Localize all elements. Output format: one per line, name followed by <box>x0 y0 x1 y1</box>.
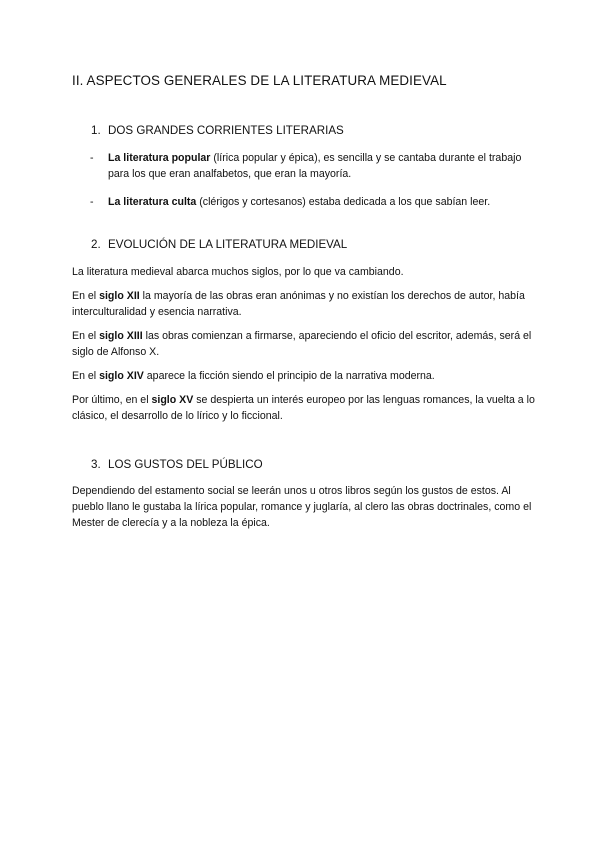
section-title: EVOLUCIÓN DE LA LITERATURA MEDIEVAL <box>108 238 348 251</box>
bold-term: siglo XV <box>151 394 194 406</box>
section-heading-1 <box>91 123 344 139</box>
text-run: En el <box>72 290 100 302</box>
text-run: se despierta un interés europeo por las lenguas romances, la vuelta a lo clásico, el desarrollo de lo lírico y lo ficcional. <box>72 394 535 422</box>
section-heading-2 <box>91 237 347 253</box>
text-run: la mayoría de las obras eran anónimas y no existían los derechos de autor, había interculturalidad y esencia narrativa. <box>72 290 525 318</box>
bold-term: La literatura culta <box>108 196 197 208</box>
bullet-text: (clérigos y cortesanos) estaba dedicada a los que sabían leer. <box>196 196 491 208</box>
bullet-text: (lírica popular y épica), es sencilla y se cantaba durante el trabajo para los que eran analfabetos, que eran la mayoría. <box>108 152 522 180</box>
bullet-marker: - <box>90 196 94 208</box>
paragraph-intro: La literatura medieval abarca muchos siglos, por lo que va cambiando. <box>72 266 404 278</box>
bullet-list <box>90 150 540 222</box>
document-title: II. ASPECTOS GENERALES DE LA LITERATURA MEDIEVAL <box>72 73 447 88</box>
text-run: En el <box>72 330 100 342</box>
text-run: En el <box>72 370 100 382</box>
section-number: 1. <box>91 124 101 137</box>
text-run: aparece la ficción siendo el principio de la narrativa moderna. <box>143 370 435 382</box>
text-run: Por último, en el <box>72 394 152 406</box>
section-title: LOS GUSTOS DEL PÚBLICO <box>108 458 263 471</box>
paragraph <box>72 328 540 360</box>
section-number: 2. <box>91 238 101 251</box>
bold-term: La literatura popular <box>108 152 211 164</box>
bullet-marker: - <box>90 152 94 164</box>
paragraph <box>72 368 540 384</box>
section-heading-3 <box>91 457 263 473</box>
bold-term: siglo XIII <box>99 330 143 342</box>
paragraph: Dependiendo del estamento social se leerán unos u otros libros según los gustos de estos. Al pueblo llano le gustaba la lírica popular, romance y juglaría, al clero las obras doctrinales, como el Mester de clerecía y a la nobleza la épica. <box>72 485 532 529</box>
text-run: las obras comienzan a firmarse, apareciendo el oficio del escritor, además, será el siglo de Alfonso X. <box>72 330 532 358</box>
bold-term: siglo XII <box>99 290 140 302</box>
list-item <box>90 194 540 210</box>
section-number: 3. <box>91 458 101 471</box>
paragraph <box>72 392 540 424</box>
paragraph <box>72 288 540 320</box>
bold-term: siglo XIV <box>99 370 144 382</box>
section-title: DOS GRANDES CORRIENTES LITERARIAS <box>108 124 344 137</box>
list-item <box>90 150 540 182</box>
